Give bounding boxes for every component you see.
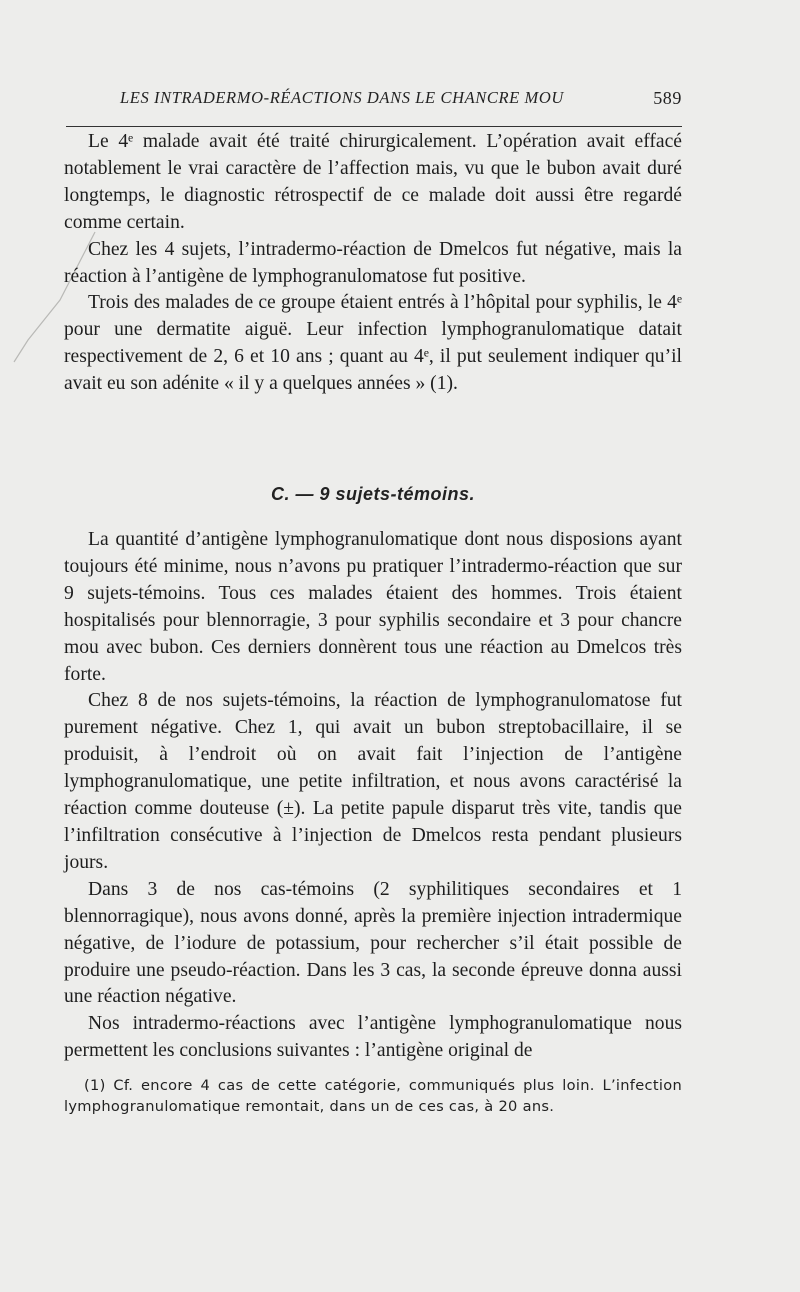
- header-rule: [66, 126, 682, 127]
- body-text-lower: [64, 527, 682, 1065]
- section-heading: C. — 9 sujets-témoins.: [270, 484, 476, 504]
- running-head-title: LES INTRADERMO-RÉACTIONS DANS LE CHANCRE MOU: [120, 88, 564, 107]
- paragraph: Dans 3 de nos cas-témoins (2 syphilitiques secondaires et 1 blennorragique), nous avons donné, après la première injection intradermique négative, de l’iodure de potassium, pour rechercher s’il était possible de produire une pseudo-réaction. Dans les 3 cas, la seconde épreuve donna aussi une réaction négative.: [64, 878, 682, 1008]
- footnote: (1) Cf. encore 4 cas de cette catégorie, communiqués plus loin. L’infection lymphogranulomatique remontait, dans un de ces cas, à 20 ans.: [64, 1077, 682, 1115]
- paragraph: Le 4ᵉ malade avait été traité chirurgicalement. L’opération avait effacé notablement le vrai caractère de l’affection mais, vu que le bubon avait duré longtemps, le diagnostic rétrospectif de ce malade doit aussi être regardé comme certain.: [64, 131, 682, 233]
- running-head: [62, 88, 682, 116]
- paragraph: Chez les 4 sujets, l’intradermo-réaction de Dmelcos fut négative, mais la réaction à l’antigène de lymphogranulomatose fut positive.: [64, 238, 682, 287]
- page-number: 589: [653, 88, 682, 108]
- paragraph: Nos intradermo-réactions avec l’antigène lymphogranulomatique nous permettent les conclusions suivantes : l’antigène original de: [64, 1013, 682, 1062]
- paragraph: La quantité d’antigène lymphogranulomatique dont nous disposions ayant toujours été minime, nous n’avons pu pratiquer l’intradermo-réaction que sur 9 sujets-témoins. Tous ces malades étaient des hommes. Trois étaient hospitalisés pour blennorragie, 3 pour syphilis secondaire et 3 pour chancre mou avec bubon. Ces derniers donnèrent tous une réaction au Dmelcos très forte.: [64, 529, 682, 685]
- paragraph: Chez 8 de nos sujets-témoins, la réaction de lymphogranulomatose fut purement négative. Chez 1, qui avait un bubon streptobacillaire, il se produisit, à l’endroit où on avait fait l’injection de l’antigène lymphogranulomatique, une petite infiltration, et nous avons caractérisé la réaction comme douteuse (±). La petite papule disparut très vite, tandis que l’infiltration consécutive à l’injection de Dmelcos resta pendant plusieurs jours.: [64, 690, 682, 873]
- paragraph: Trois des malades de ce groupe étaient entrés à l’hôpital pour syphilis, le 4ᵉ pour une dermatite aiguë. Leur infection lymphogranulomatique datait respectivement de 2, 6 et 10 ans ; quant au 4ᵉ, il put seulement indiquer qu’il avait eu son adénite « il y a quelques années » (1).: [64, 292, 682, 395]
- body-text-upper: [64, 129, 682, 398]
